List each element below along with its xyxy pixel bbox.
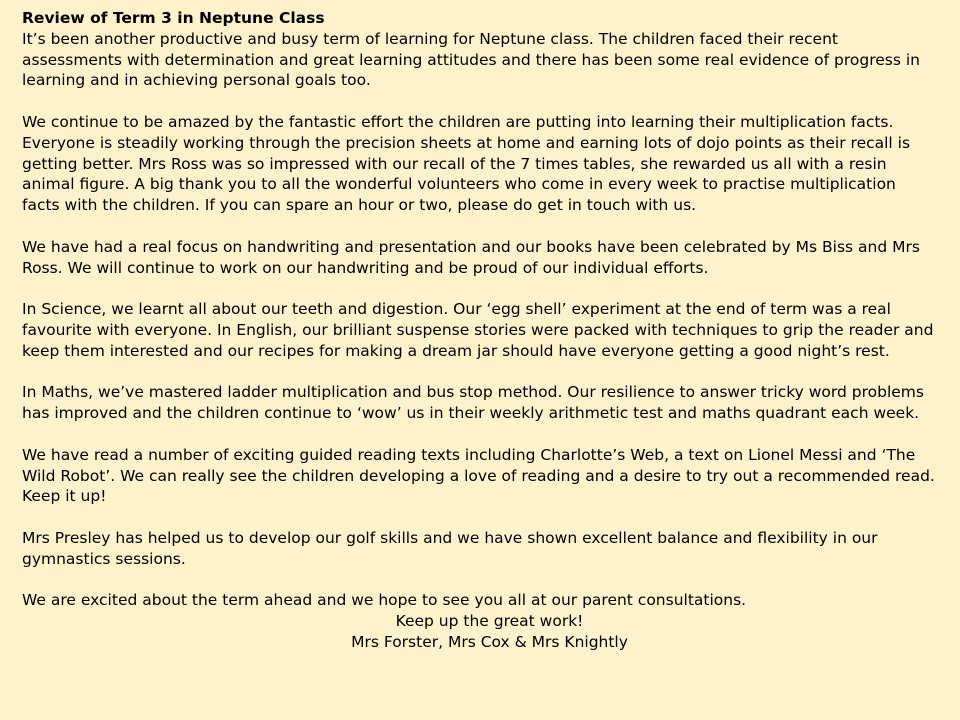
paragraph-closing: We are excited about the term ahead and we hope to see you all at our parent consultations. <box>22 591 747 610</box>
signoff-line: Keep up the great work! <box>395 612 584 631</box>
paragraph-science-english: In Science, we learnt all about our teeth and digestion. Our ‘egg shell’ experiment at the end of term was a real favourite with everyone. In English, our brilliant suspense stories were packed with techniques to grip the reader and keep them interested and our recipes for making a dream jar should have everyone getting a good night’s rest. <box>22 300 934 360</box>
paragraph-maths: In Maths, we’ve mastered ladder multiplication and bus stop method. Our resilience to answer tricky word problems has improved and the children continue to ‘wow’ us in their weekly arithmetic test and maths quadrant each week. <box>22 383 924 423</box>
paragraph-multiplication: We continue to be amazed by the fantastic effort the children are putting into learning their multiplication facts. Everyone is steadily working through the precision sheets at home and earning lots of dojo points as their recall is getting better. Mrs Ross was so impressed with our recall of the 7 times tables, she rewarded us all with a resin animal figure. A big thank you to all the wonderful volunteers who come in every week to practise multiplication facts with the children. If you can spare an hour or two, please do get in touch with us. <box>22 112 911 215</box>
paragraph-pe: Mrs Presley has helped us to develop our golf skills and we have shown excellent balance and flexibility in our gymnastics sessions. <box>22 528 878 568</box>
paragraph-reading: We have read a number of exciting guided reading texts including Charlotte’s Web, a text on Lionel Messi and ‘The Wild Robot’. We can really see the children developing a love of reading and a desire to try out a recommended read. Keep it up! <box>22 445 935 506</box>
newsletter-title: Review of Term 3 in Neptune Class <box>22 9 325 27</box>
paragraph-intro: It’s been another productive and busy term of learning for Neptune class. The children faced their recent assessments with determination and great learning attitudes and there has been some real evidence of progress in learning and in achieving personal goals too. <box>22 29 920 90</box>
signatories: Mrs Forster, Mrs Cox & Mrs Knightly <box>351 632 628 651</box>
paragraph-handwriting: We have had a real focus on handwriting and presentation and our books have been celebrated by Ms Biss and Mrs Ross. We will continue to work on our handwriting and be proud of our individual efforts. <box>22 237 920 277</box>
